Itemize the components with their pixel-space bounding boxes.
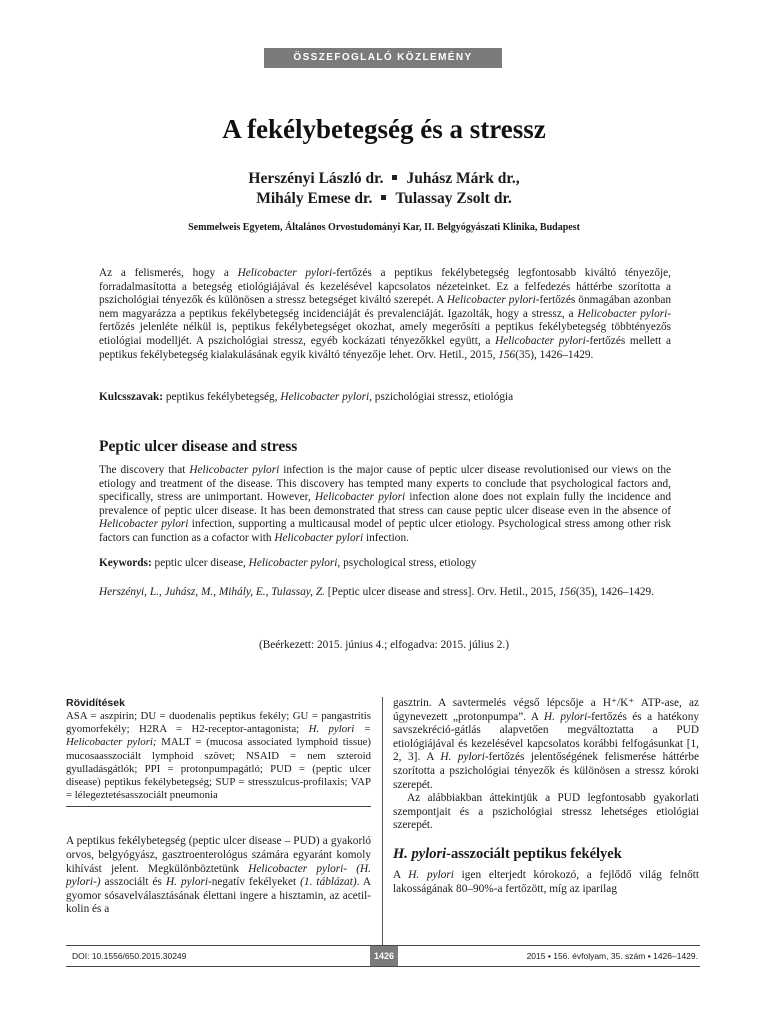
received-dates: (Beérkezett: 2015. június 4.; elfogadva: 2015. július 2.) [258,639,510,651]
authors-line-1 [0,169,768,189]
author-name: Juhász Márk dr., [406,170,520,187]
author-list [0,169,768,209]
footer-issue: 2015 ▪ 156. évfolyam, 35. szám ▪ 1426–1429. [526,951,698,961]
body-paragraph: gasztrin. A savtermelés végső lépcsője a H⁺/K⁺ ATP-ase, az úgynevezett „protonpumpa”. A H. pylori-fertőzés és a hatékony savszekréció-gátlás alapvetően megváltoztatta a PUD etiológiájával és kezelésével kapcsolatos korábbi felfogásunkat [1, 2, 3]. A H. pylori-fertőzés jelentőségének felismerése háttérbe szorította a pszichológiai tényezők és különösen a stressz kóroki szerepét. [393,697,699,791]
right-column [393,697,699,896]
left-column [66,697,371,917]
page-number: 1426 [370,946,398,966]
abbreviations-title: Rövidítések [66,697,125,709]
abstract-english: The discovery that Helicobacter pylori infection is the major cause of peptic ulcer disease revolutionised our views on the etiology and treatment of the disease. This discovery has tempted many experts to conclude that psychological factors and, specifically, stress are unimportant. However, Helicobacter pylori infection alone does not explain fully the incidence and prevalence of peptic ulcer disease. It has been demonstrated that stress can cause peptic ulcer disease even in the absence of Helicobacter pylori infection, supporting a multicausal model of peptic ulcer etiology. Psychological stress among other risk factors can function as a cofactor with Helicobacter pylori infection. [99,464,672,544]
authors-line-2 [0,189,768,209]
article-title: A fekélybetegség és a stressz [222,114,546,144]
keywords-label: Kulcsszavak: [99,391,164,403]
section-heading: H. pylori-asszociált peptikus fekélyek [393,845,622,862]
author-separator [381,195,386,200]
abstract-hungarian: Az a felismerés, hogy a Helicobacter pylori-fertőzés a peptikus fekélybetegség legfontosabb kiváltó tényezője, forradalmasította a betegség etiológiájával és kezelésével kapcsolatos nézeteinket. Ez a felfedezés háttérbe szorította a pszichológiai tényezők és különösen a stressz betegséget kiváltó szerepét. A Helicobacter pylori-fertőzés önmagában azonban nem magyarázza a peptikus fekélybetegség incidenciáját és prevalenciáját. Igazolták, hogy a stressz, a Helicobacter pylori-fertőzés jelenléte nélkül is, peptikus fekélybetegséget okozhat, amely megerősíti a peptikus fekélybetegség többtényezős etiológiai modelljét. A pszichológiai stressz, egyéb kockázati tényezőkkel együtt, a Helicobacter pylori-fertőzés mellett a peptikus fekélybetegség kialakulásának egyik kiváltó tényezője lehet. Orv. Hetil., 2015, 156(35), 1426–1429. [99,267,672,361]
footer-doi: DOI: 10.1556/650.2015.30249 [72,951,187,961]
author-separator [392,175,397,180]
footer-rule [66,966,700,967]
author-name: Mihály Emese dr. [256,190,373,207]
author-name: Tulassay Zsolt dr. [395,190,512,207]
keywords-english: Keywords: peptic ulcer disease, Helicobacter pylori, psychological stress, etiology [99,557,477,569]
section-banner: ÖSSZEFOGLALÓ KÖZLEMÉNY [264,48,502,68]
english-abstract-heading: Peptic ulcer disease and stress [99,438,298,455]
keywords-hungarian: Kulcsszavak: peptikus fekélybetegség, Helicobacter pylori, pszichológiai stressz, etiológia [99,391,514,403]
column-divider [382,697,383,964]
body-paragraph: Az alábbiakban áttekintjük a PUD legfontosabb gyakorlati szempontjait és a pszichológiai stressz lehetséges etiológiai szerepét. [393,792,699,832]
author-name: Herszényi László dr. [248,170,384,187]
affiliation: Semmelweis Egyetem, Általános Orvostudományi Kar, II. Belgyógyászati Klinika, Budapest [188,222,580,233]
abbreviations-list: ASA = aszpirin; DU = duodenalis peptikus fekély; GU = pangastritis gyomorfekély; H2RA = H2-receptor-antagonista; H. pylori = Helicobacter pylori; MALT = (mucosa associated lymphoid tissue) mucosaasszociált lymphoid szövet; NSAID = nem szteroid gyulladásgátlók; PPI = protonpumpagátló; PUD = (peptic ulcer disease) peptikus fekélybetegség; SUP = stresszulcus-profilaxis; VAP = lélegeztetésasszociált pneumonia [66,710,371,802]
keywords-label: Keywords: [99,557,152,569]
citation: Herszényi, L., Juhász, M., Mihály, E., Tulassay, Z. [Peptic ulcer disease and stress]. Orv. Hetil., 2015, 156(35), 1426–1429. [99,586,654,598]
body-paragraph: A H. pylori igen elterjedt kórokozó, a fejlődő világ felnőtt lakosságának 80–90%-a fertőzött, míg az iparilag [393,868,700,895]
abbreviations-divider [66,806,371,807]
body-paragraph: A peptikus fekélybetegség (peptic ulcer disease – PUD) a gyakorló orvos, belgyógyász, gasztroenterológus számára egyaránt komoly kihívást jelent. Megkülönböztetünk Helicobacter pylori- (H. pylori-) asszociált és H. pylori-negatív fekélyeket (1. táblázat). A gyomor sósavelválasztásának élettani ingere a hisztamin, az acetil-kolin és a [66,835,372,916]
